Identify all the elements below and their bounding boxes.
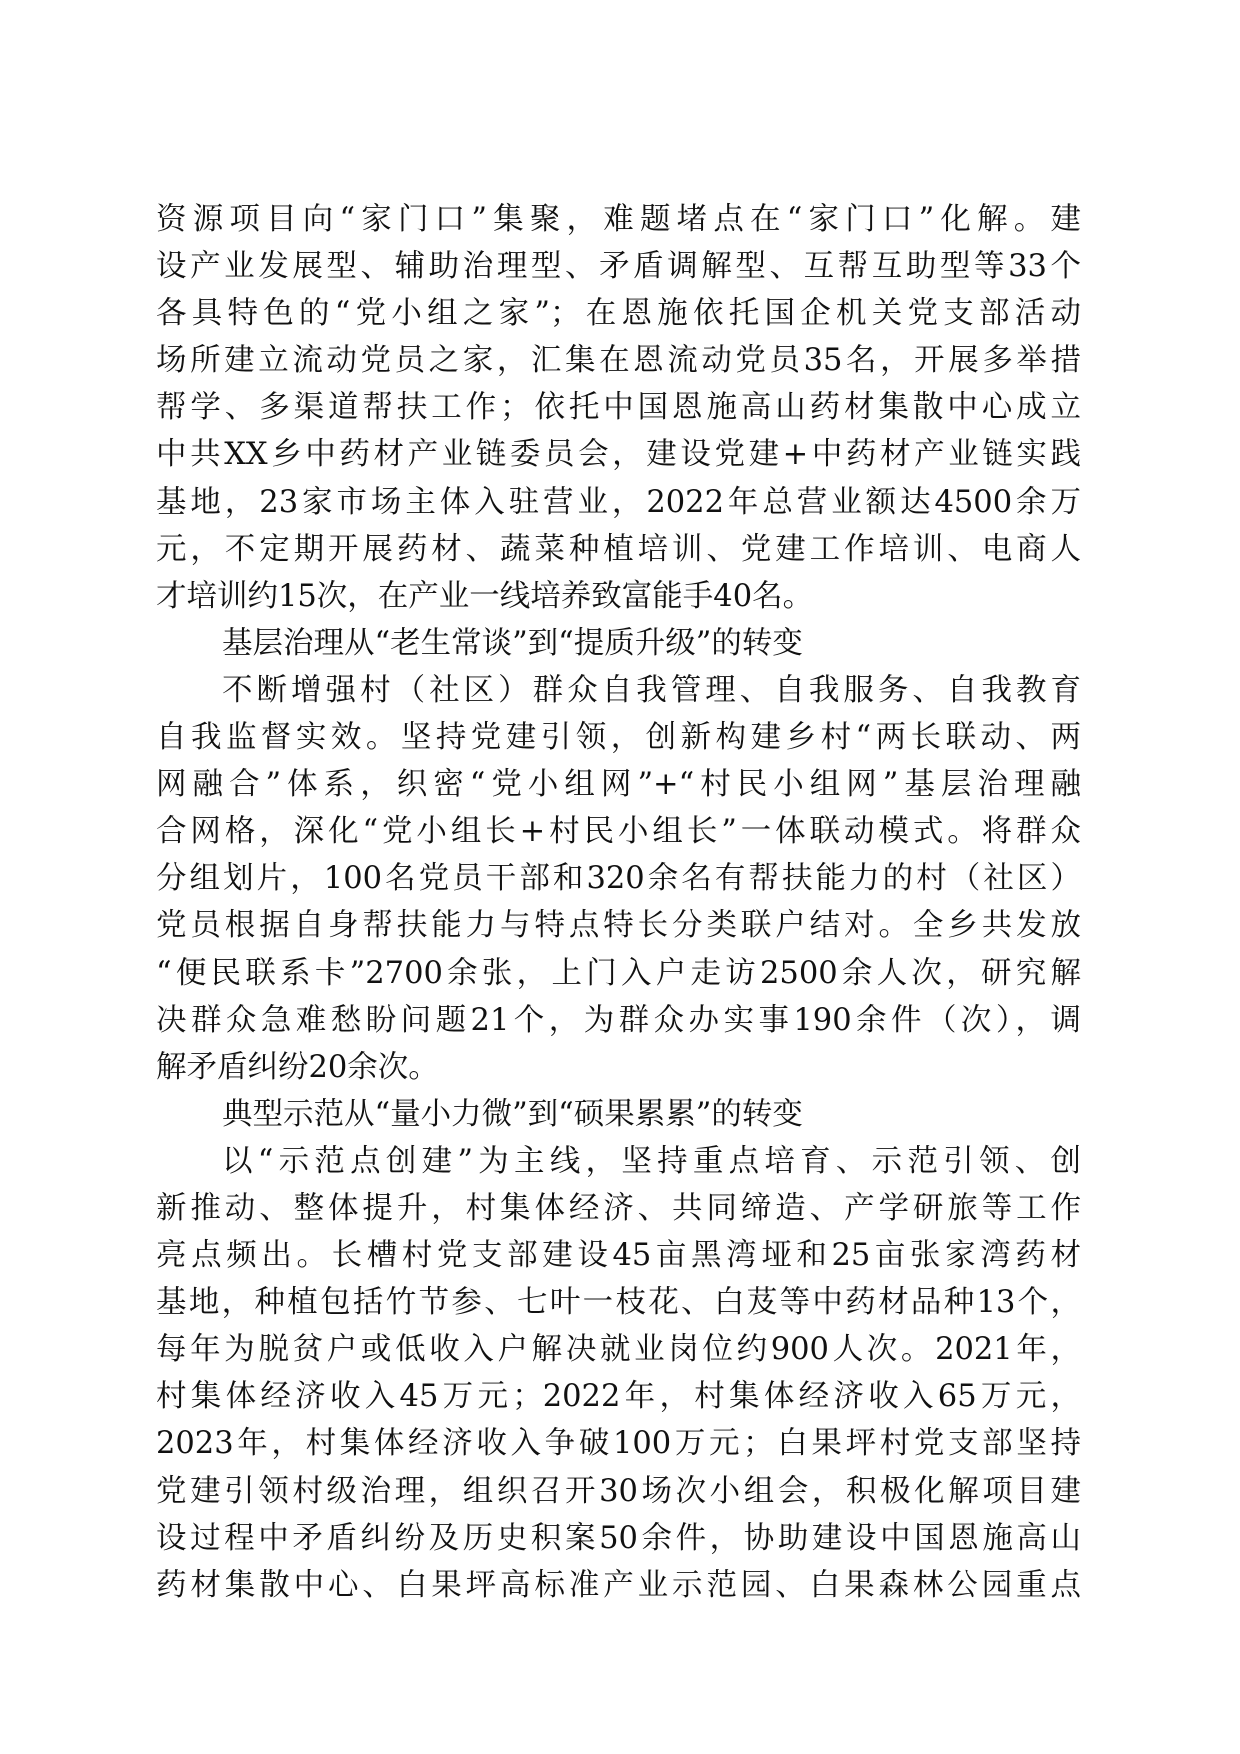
- text-line: 以“示范点创建”为主线，坚持重点培育、示范引领、创: [222, 1143, 1081, 1179]
- text-line: 分组划片，100名党员干部和320余名有帮扶能力的村（社区）: [156, 861, 1081, 897]
- paragraph: [156, 1138, 1081, 1609]
- section-heading: 基层治理从“老生常谈”到“提质升级”的转变: [222, 625, 803, 661]
- text-line: 设过程中矛盾纠纷及历史积案50余件，协助建设中国恩施高山: [156, 1520, 1081, 1556]
- section-heading: 典型示范从“量小力微”到“硕果累累”的转变: [222, 1096, 803, 1132]
- text-line: 基地，种植包括竹节参、七叶一枝花、白芨等中药材品种13个，: [156, 1285, 1081, 1321]
- text-line: 亮点频出。长槽村党支部建设45亩黑湾垭和25亩张家湾药材: [156, 1238, 1081, 1274]
- text-line: 合网格，深化“党小组长+村民小组长”一体联动模式。将群众: [156, 814, 1081, 850]
- paragraph: [156, 196, 1081, 620]
- text-line: 中共XX乡中药材产业链委员会，建设党建+中药材产业链实践: [156, 437, 1081, 473]
- text-line: 网融合”体系，织密“党小组网”+“村民小组网”基层治理融: [156, 767, 1081, 803]
- text-line: 场所建立流动党员之家，汇集在恩流动党员35名，开展多举措: [156, 343, 1081, 379]
- text-line: 才培训约15次，在产业一线培养致富能手40名。: [156, 578, 814, 614]
- text-line: 元，不定期开展药材、蔬菜种植培训、党建工作培训、电商人: [156, 531, 1081, 567]
- text-line: 各具特色的“党小组之家”；在恩施依托国企机关党支部活动: [156, 296, 1081, 332]
- text-line: 帮学、多渠道帮扶工作；依托中国恩施高山药材集散中心成立: [156, 390, 1081, 426]
- text-line: 不断增强村（社区）群众自我管理、自我服务、自我教育: [222, 672, 1081, 708]
- text-line: 2023年，村集体经济收入争破100万元；白果坪村党支部坚持: [156, 1426, 1081, 1462]
- text-line: 村集体经济收入45万元；2022年，村集体经济收入65万元，: [156, 1379, 1081, 1415]
- text-line: 党员根据自身帮扶能力与特点特长分类联户结对。全乡共发放: [156, 908, 1081, 944]
- text-line: “便民联系卡”2700余张，上门入户走访2500余人次，研究解: [156, 955, 1081, 991]
- text-line: 资源项目向“家门口”集聚，难题堵点在“家门口”化解。建: [156, 202, 1081, 237]
- text-line: 基地，23家市场主体入驻营业，2022年总营业额达4500余万: [156, 484, 1081, 520]
- text-line: 解矛盾纠纷20余次。: [156, 1049, 439, 1085]
- text-line: 新推动、整体提升，村集体经济、共同缔造、产学研旅等工作: [156, 1190, 1081, 1226]
- paragraph: [156, 667, 1081, 1091]
- text-line: 药材集散中心、白果坪高标准产业示范园、白果森林公园重点: [156, 1567, 1081, 1603]
- text-line: 自我监督实效。坚持党建引领，创新构建乡村“两长联动、两: [156, 720, 1081, 756]
- document-body: [156, 196, 1081, 1609]
- text-line: 每年为脱贫户或低收入户解决就业岗位约900人次。2021年，: [156, 1332, 1081, 1368]
- text-line: 决群众急难愁盼问题21个，为群众办实事190余件（次），调: [156, 1002, 1081, 1038]
- text-line: 党建引领村级治理，组织召开30场次小组会，积极化解项目建: [156, 1473, 1081, 1509]
- text-line: 设产业发展型、辅助治理型、矛盾调解型、互帮互助型等33个: [156, 249, 1081, 285]
